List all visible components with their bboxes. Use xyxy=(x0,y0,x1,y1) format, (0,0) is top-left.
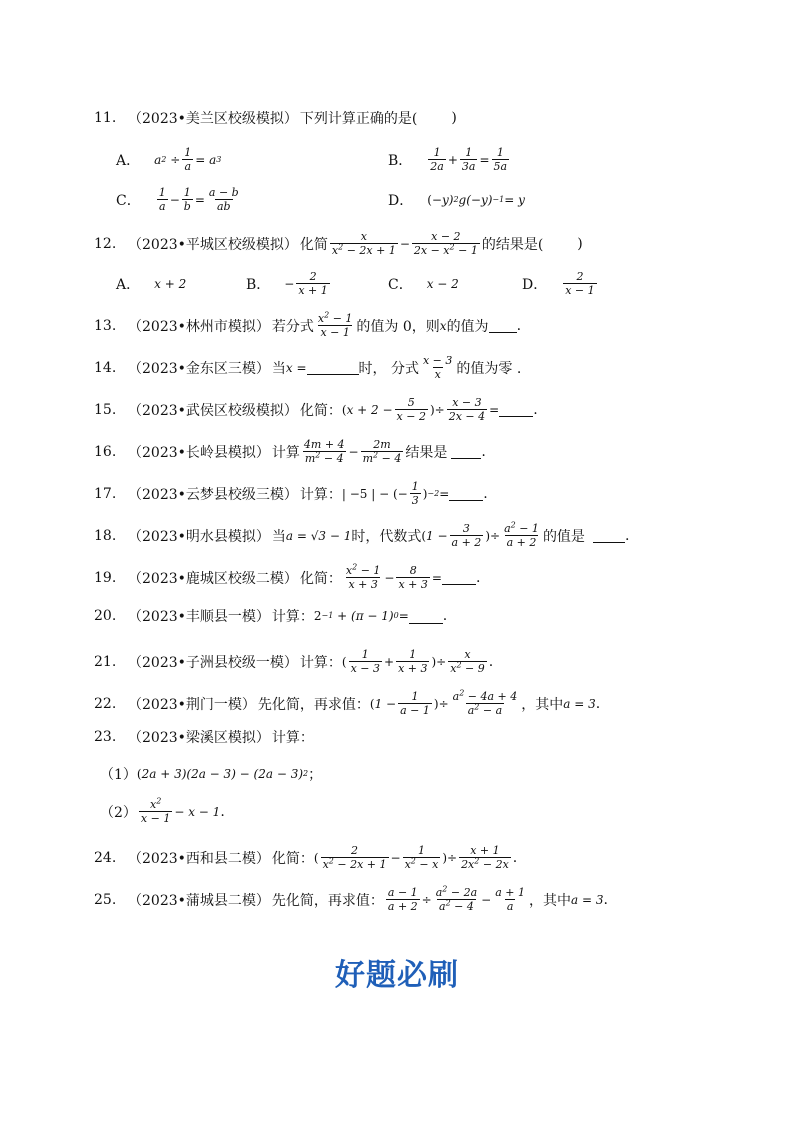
formula: $\frac{x}{x^2 - 2x + 1}$ − $\frac{x - 2}{2x - x^2 - 1}$ xyxy=(331,230,478,257)
question-source: （2023•平城区校级模拟） xyxy=(128,236,298,253)
option-letter: C． xyxy=(116,192,141,209)
formula: a 2 ÷ $\frac{1}{a}$ = a 3 xyxy=(154,146,222,173)
answer-blank[interactable] xyxy=(307,360,359,375)
part-label: （2） xyxy=(100,804,137,821)
formula: $\frac{x - 3}{x}$ xyxy=(422,354,453,381)
question-number: 11. xyxy=(94,110,117,126)
question-text-tail: ) xyxy=(451,110,457,126)
question-12 xyxy=(94,230,583,257)
question-text: 当 xyxy=(271,528,286,545)
option-11-c xyxy=(116,186,243,213)
question-text: 化简： xyxy=(299,402,342,419)
answer-blank[interactable] xyxy=(449,486,483,501)
option-12-d xyxy=(522,270,599,297)
option-letter: A． xyxy=(116,277,141,293)
question-source: （2023•金东区三模） xyxy=(128,360,270,377)
question-number: 17. xyxy=(94,485,117,502)
question-number: 24. xyxy=(94,849,117,866)
formula: ( 1 − $\frac{1}{a - 1}$ ) ÷ $\frac{a^2 - 4a + 4}{a^2 - a}$ xyxy=(369,688,518,717)
question-source: （2023•林州市模拟） xyxy=(128,318,270,335)
formula: $\frac{x^2 - 1}{x + 3}$ − $\frac{8}{x + 3}$ = xyxy=(345,562,442,591)
question-23-part-1 xyxy=(100,764,322,784)
formula: x − 2 xyxy=(426,277,459,291)
answer-blank[interactable] xyxy=(442,570,476,585)
formula: $\frac{1}{a}$ − $\frac{1}{b}$ = $\frac{a - b}{ab}$ xyxy=(158,186,239,213)
part-end: ； xyxy=(308,767,323,783)
question-text-tail: 的值是 xyxy=(542,528,585,545)
formula: | −5 | − (− $\frac{1}{3}$ ) −2 = xyxy=(341,480,450,507)
question-number: 14. xyxy=(94,359,117,376)
question-end: . xyxy=(481,443,486,460)
formula: ( x + 2 − $\frac{5}{x - 2}$ ) ÷ $\frac{x - 3}{2x - 4}$ = xyxy=(341,396,500,423)
question-18 xyxy=(94,522,629,549)
question-text-tail: ) xyxy=(577,235,583,252)
question-text: 下列计算正确的是( xyxy=(299,111,418,127)
formula: 2 −1 + (π − 1) 0 = xyxy=(313,609,409,623)
answer-blank[interactable] xyxy=(593,528,625,543)
question-text: 当 xyxy=(271,360,286,377)
question-text: 先化简，再求值： xyxy=(257,696,370,713)
question-24 xyxy=(94,844,517,871)
option-12-c xyxy=(388,274,459,294)
formula: ( 1 − $\frac{3}{a + 2}$ ) ÷ $\frac{a^2 - 1}{a + 2}$ xyxy=(421,520,539,549)
option-letter: C． xyxy=(388,277,413,293)
question-number: 20. xyxy=(94,608,117,624)
question-source: （2023•荆门一模） xyxy=(128,696,256,713)
question-end: . xyxy=(516,317,522,334)
answer-blank[interactable] xyxy=(409,609,443,624)
question-end: . xyxy=(488,653,494,670)
question-end: . xyxy=(624,527,630,544)
question-21 xyxy=(94,648,493,675)
question-source: （2023•蒲城县二模） xyxy=(128,892,270,909)
question-text-tail: ，其中 xyxy=(529,892,572,909)
question-25 xyxy=(94,886,608,913)
question-source: （2023•梁溪区模拟） xyxy=(128,730,270,746)
formula: ( −y) 2 g(−y) −1 = y xyxy=(427,193,525,207)
question-text-tail: 的结果是( xyxy=(481,236,544,253)
question-text-tail: ，其中 xyxy=(521,696,564,713)
question-22 xyxy=(94,690,600,717)
question-text: 化简 xyxy=(299,236,328,253)
question-17 xyxy=(94,480,488,507)
question-end: . xyxy=(533,401,538,418)
question-text-tail: 的值为 0，则 xyxy=(356,318,440,335)
question-23-part-2 xyxy=(100,798,225,825)
option-letter: A． xyxy=(116,152,141,169)
answer-blank[interactable] xyxy=(451,444,481,459)
option-letter: B． xyxy=(388,152,413,169)
option-letter: D． xyxy=(388,193,414,209)
option-11-a xyxy=(116,146,221,173)
question-source: （2023•子洲县校级一模） xyxy=(128,654,298,671)
formula: $\frac{x^2 - 1}{x - 1}$ xyxy=(317,310,353,339)
variable: x xyxy=(439,318,447,333)
question-23 xyxy=(94,727,314,747)
formula: x + 2 xyxy=(154,277,187,291)
question-number: 25. xyxy=(94,891,117,908)
question-number: 22. xyxy=(94,695,117,712)
question-source: （2023•美兰区校级模拟） xyxy=(128,111,298,127)
question-16 xyxy=(94,438,486,465)
section-title: 好题必刷 xyxy=(335,958,459,993)
formula: x = xyxy=(285,360,307,375)
formula: ( $\frac{2}{x^2 - 2x + 1}$ − $\frac{1}{x^2 - x}$ ) ÷ $\frac{x + 1}{2x^2 - 2x}$ xyxy=(313,844,509,871)
question-text-tail: 时， 分式 xyxy=(358,360,419,377)
question-source: （2023•鹿城区校级二模） xyxy=(128,570,298,587)
formula: $\frac{a - 1}{a + 2}$ ÷ $\frac{a^2 - 2a}{a^2 - 4}$ − $\frac{a + 1}{a}$ xyxy=(387,884,526,913)
option-12-a xyxy=(116,274,186,294)
question-19 xyxy=(94,564,480,591)
question-number: 16. xyxy=(94,443,117,460)
question-end: . xyxy=(603,891,608,908)
question-number: 21. xyxy=(94,653,117,670)
question-text-tail: 的值为零 . xyxy=(456,360,522,377)
question-text: 计算： xyxy=(271,730,314,746)
formula: $\frac{x^2}{x - 1}$ − x − 1 xyxy=(140,796,221,825)
formula: ( $\frac{1}{x - 3}$ + $\frac{1}{x + 3}$ ) ÷ $\frac{x}{x^2 - 9}$ xyxy=(341,648,485,675)
question-end: . xyxy=(483,485,488,502)
question-end: . xyxy=(512,849,518,866)
question-end: . xyxy=(475,569,481,586)
question-text-tail: 时，代数式 xyxy=(351,528,422,545)
question-text: 化简： xyxy=(271,850,314,867)
option-11-b xyxy=(388,146,511,173)
question-text-tail: 结果是 xyxy=(405,444,448,461)
formula: $\frac{2}{x - 1}$ xyxy=(565,270,595,297)
question-source: （2023•武侯区校级模拟） xyxy=(128,402,298,419)
part-end: . xyxy=(220,803,225,820)
question-source: （2023•丰顺县一模） xyxy=(128,609,270,625)
question-number: 18. xyxy=(94,527,117,544)
question-text: 化简： xyxy=(299,570,342,587)
question-14 xyxy=(94,354,521,381)
question-source: （2023•云梦县校级三模） xyxy=(128,486,298,503)
question-text: 计算： xyxy=(299,654,342,671)
option-11-d xyxy=(388,190,525,210)
answer-blank[interactable] xyxy=(489,318,517,333)
question-number: 13. xyxy=(94,317,117,334)
question-text-tail: 的值为 xyxy=(446,318,489,335)
question-15 xyxy=(94,396,538,423)
question-text: 若分式 xyxy=(271,318,314,335)
formula: a = 3 xyxy=(563,696,596,711)
question-end: . xyxy=(595,695,601,712)
question-text: 计算 xyxy=(271,444,300,461)
question-20 xyxy=(94,606,447,626)
formula: a = 3 xyxy=(571,892,604,907)
option-12-b xyxy=(246,270,332,297)
question-number: 23. xyxy=(94,729,117,745)
question-text: 先化简，再求值： xyxy=(271,892,384,909)
question-11 xyxy=(94,108,457,128)
question-source: （2023•长岭县模拟） xyxy=(128,444,270,461)
question-13 xyxy=(94,312,521,339)
question-number: 15. xyxy=(94,401,117,418)
formula: $\frac{4m + 4}{m^2 - 4}$ − $\frac{2m}{m^2 - 4}$ xyxy=(303,438,402,465)
question-source: （2023•西和县二模） xyxy=(128,850,270,867)
answer-blank[interactable] xyxy=(499,402,533,417)
question-source: （2023•明水县模拟） xyxy=(128,528,270,545)
question-number: 12. xyxy=(94,235,117,252)
question-text: 计算： xyxy=(271,609,314,625)
formula: ( 2a + 3)(2a − 3) − (2a − 3) 2 xyxy=(136,767,309,781)
part-label: （1） xyxy=(100,767,137,783)
question-number: 19. xyxy=(94,569,117,586)
formula: a = √3 − 1 xyxy=(285,528,352,543)
question-end: . xyxy=(442,608,448,624)
formula: $\frac{1}{2a}$ + $\frac{1}{3a}$ = $\frac{1}{5a}$ xyxy=(430,146,508,173)
question-text: 计算： xyxy=(299,486,342,503)
formula: − $\frac{2}{x + 1}$ xyxy=(284,270,328,297)
option-letter: D． xyxy=(522,276,548,293)
option-letter: B． xyxy=(246,276,271,293)
